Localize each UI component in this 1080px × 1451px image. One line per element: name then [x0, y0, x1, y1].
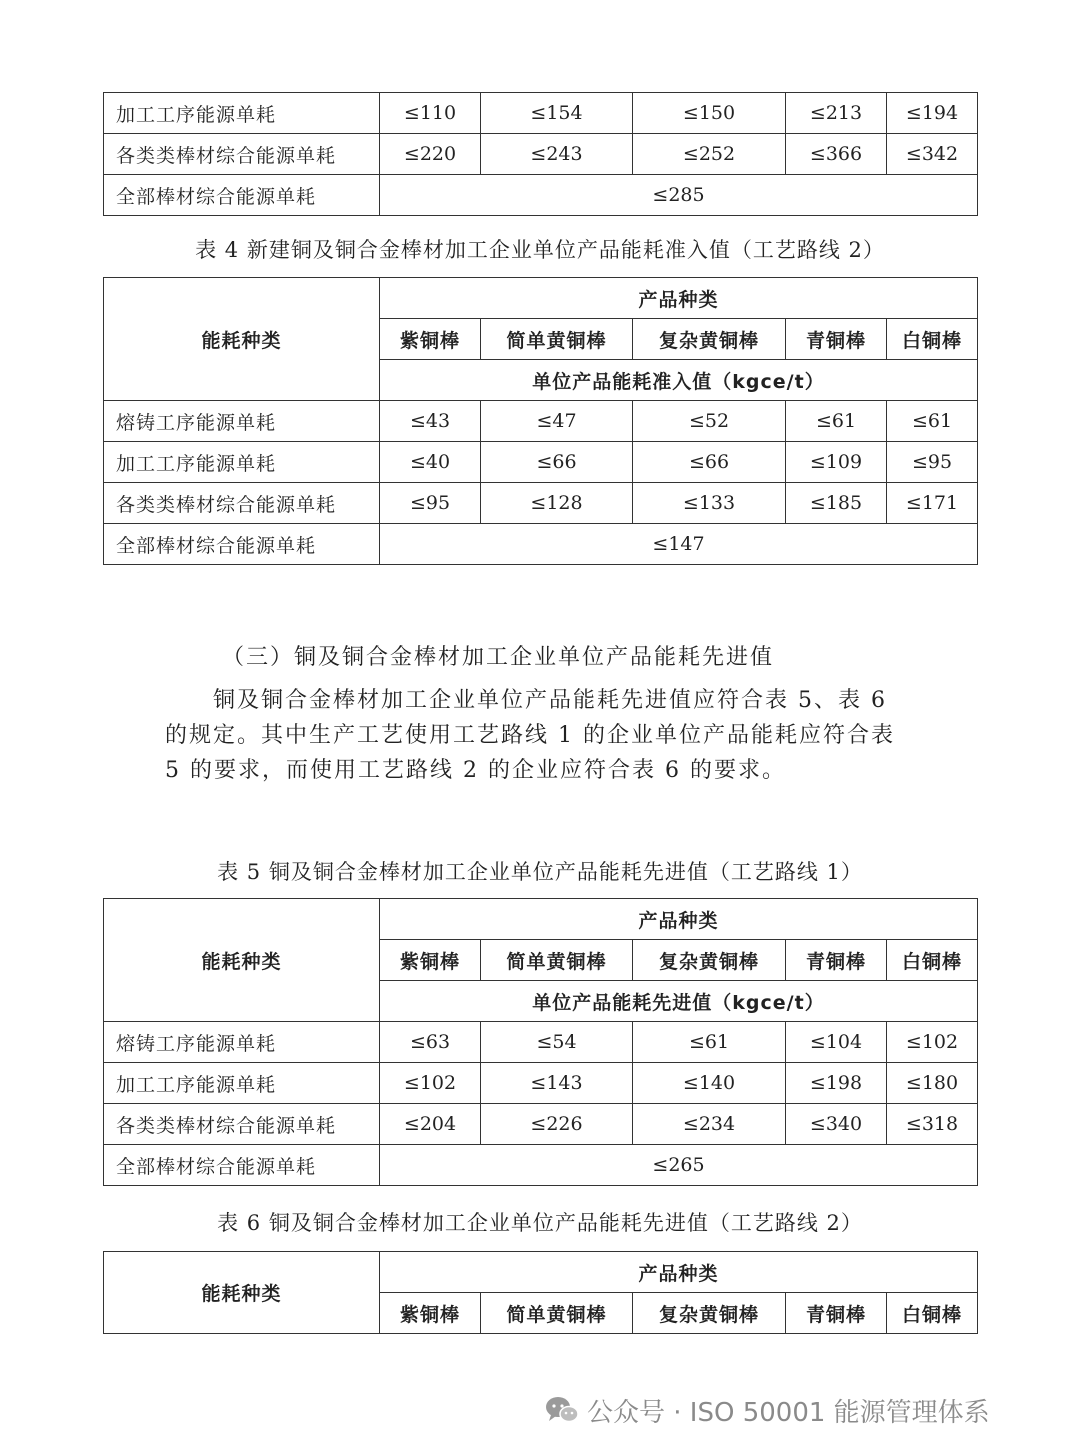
cell-value: ≤198	[786, 1063, 887, 1104]
cell-value: ≤47	[481, 401, 633, 442]
header-product: 复杂黄铜棒	[633, 940, 786, 981]
header-product: 简单黄铜棒	[481, 1293, 633, 1334]
header-unit: 单位产品能耗准入值（kgce/t）	[380, 360, 978, 401]
cell-value: ≤63	[380, 1022, 481, 1063]
cell-value-total: ≤147	[380, 524, 978, 565]
cell-value: ≤61	[633, 1022, 786, 1063]
table-5-caption: 表 5 铜及铜合金棒材加工企业单位产品能耗先进值（工艺路线 1）	[217, 860, 863, 884]
row-label: 熔铸工序能源单耗	[104, 401, 380, 442]
table-4-caption: 表 4 新建铜及铜合金棒材加工企业单位产品能耗准入值（工艺路线 2）	[195, 238, 885, 262]
watermark	[545, 1390, 990, 1430]
table-row	[104, 93, 978, 134]
cell-value: ≤133	[633, 483, 786, 524]
table-row	[104, 483, 978, 524]
header-product: 白铜棒	[887, 1293, 978, 1334]
cell-value: ≤234	[633, 1104, 786, 1145]
cell-value: ≤220	[380, 134, 481, 175]
cell-value: ≤213	[786, 93, 887, 134]
row-label: 各类类棒材综合能源单耗	[104, 134, 380, 175]
header-category: 能耗种类	[104, 1252, 380, 1334]
header-product: 青铜棒	[786, 1293, 887, 1334]
paragraph-line: 5 的要求，而使用工艺路线 2 的企业应符合表 6 的要求。	[165, 758, 786, 783]
row-label: 各类类棒材综合能源单耗	[104, 483, 380, 524]
row-label: 加工工序能源单耗	[104, 1063, 380, 1104]
header-product: 紫铜棒	[380, 940, 481, 981]
cell-value: ≤110	[380, 93, 481, 134]
header-category: 能耗种类	[104, 278, 380, 401]
cell-value: ≤226	[481, 1104, 633, 1145]
cell-value: ≤342	[887, 134, 978, 175]
cell-value: ≤109	[786, 442, 887, 483]
paragraph-line: 的规定。其中生产工艺使用工艺路线 1 的企业单位产品能耗应符合表	[165, 723, 895, 748]
cell-value: ≤95	[887, 442, 978, 483]
header-product: 白铜棒	[887, 319, 978, 360]
cell-value: ≤128	[481, 483, 633, 524]
table-3-tail	[103, 92, 978, 216]
header-product-types: 产品种类	[380, 1252, 978, 1293]
cell-value: ≤102	[380, 1063, 481, 1104]
cell-value: ≤40	[380, 442, 481, 483]
header-product: 简单黄铜棒	[481, 940, 633, 981]
section-heading: （三）铜及铜合金棒材加工企业单位产品能耗先进值	[222, 645, 775, 670]
cell-value: ≤61	[786, 401, 887, 442]
cell-value: ≤185	[786, 483, 887, 524]
table-row-total	[104, 1145, 978, 1186]
table-row-total	[104, 175, 978, 216]
cell-value: ≤318	[887, 1104, 978, 1145]
cell-value: ≤54	[481, 1022, 633, 1063]
cell-value: ≤140	[633, 1063, 786, 1104]
cell-value: ≤66	[633, 442, 786, 483]
table-5	[103, 898, 978, 1186]
table-row	[104, 442, 978, 483]
header-category: 能耗种类	[104, 899, 380, 1022]
header-product: 复杂黄铜棒	[633, 319, 786, 360]
cell-value: ≤194	[887, 93, 978, 134]
header-product-types: 产品种类	[380, 278, 978, 319]
table-row	[104, 401, 978, 442]
cell-value: ≤150	[633, 93, 786, 134]
row-label: 全部棒材综合能源单耗	[104, 175, 380, 216]
table-6-caption: 表 6 铜及铜合金棒材加工企业单位产品能耗先进值（工艺路线 2）	[217, 1211, 863, 1235]
row-label: 全部棒材综合能源单耗	[104, 524, 380, 565]
cell-value: ≤243	[481, 134, 633, 175]
table-row	[104, 1063, 978, 1104]
row-label: 各类类棒材综合能源单耗	[104, 1104, 380, 1145]
header-product: 紫铜棒	[380, 1293, 481, 1334]
paragraph-line: 铜及铜合金棒材加工企业单位产品能耗先进值应符合表 5、表 6	[213, 688, 887, 713]
header-product-types: 产品种类	[380, 899, 978, 940]
table-row	[104, 1104, 978, 1145]
header-product: 青铜棒	[786, 319, 887, 360]
wechat-icon	[545, 1395, 579, 1425]
cell-value: ≤104	[786, 1022, 887, 1063]
cell-value: ≤43	[380, 401, 481, 442]
cell-value: ≤366	[786, 134, 887, 175]
cell-value: ≤204	[380, 1104, 481, 1145]
cell-value: ≤171	[887, 483, 978, 524]
cell-value-total: ≤285	[380, 175, 978, 216]
table-row	[104, 1022, 978, 1063]
cell-value: ≤340	[786, 1104, 887, 1145]
cell-value: ≤95	[380, 483, 481, 524]
cell-value: ≤143	[481, 1063, 633, 1104]
table-4	[103, 277, 978, 565]
cell-value: ≤252	[633, 134, 786, 175]
header-unit: 单位产品能耗先进值（kgce/t）	[380, 981, 978, 1022]
row-label: 熔铸工序能源单耗	[104, 1022, 380, 1063]
header-product: 简单黄铜棒	[481, 319, 633, 360]
header-product: 紫铜棒	[380, 319, 481, 360]
cell-value-total: ≤265	[380, 1145, 978, 1186]
table-6	[103, 1251, 978, 1334]
row-label: 加工工序能源单耗	[104, 442, 380, 483]
cell-value: ≤61	[887, 401, 978, 442]
cell-value: ≤52	[633, 401, 786, 442]
row-label: 加工工序能源单耗	[104, 93, 380, 134]
cell-value: ≤102	[887, 1022, 978, 1063]
table-row	[104, 134, 978, 175]
table-row-total	[104, 524, 978, 565]
cell-value: ≤180	[887, 1063, 978, 1104]
row-label: 全部棒材综合能源单耗	[104, 1145, 380, 1186]
cell-value: ≤154	[481, 93, 633, 134]
cell-value: ≤66	[481, 442, 633, 483]
header-product: 复杂黄铜棒	[633, 1293, 786, 1334]
header-product: 青铜棒	[786, 940, 887, 981]
header-product: 白铜棒	[887, 940, 978, 981]
watermark-text: 公众号 · ISO 50001 能源管理体系	[587, 1397, 990, 1428]
